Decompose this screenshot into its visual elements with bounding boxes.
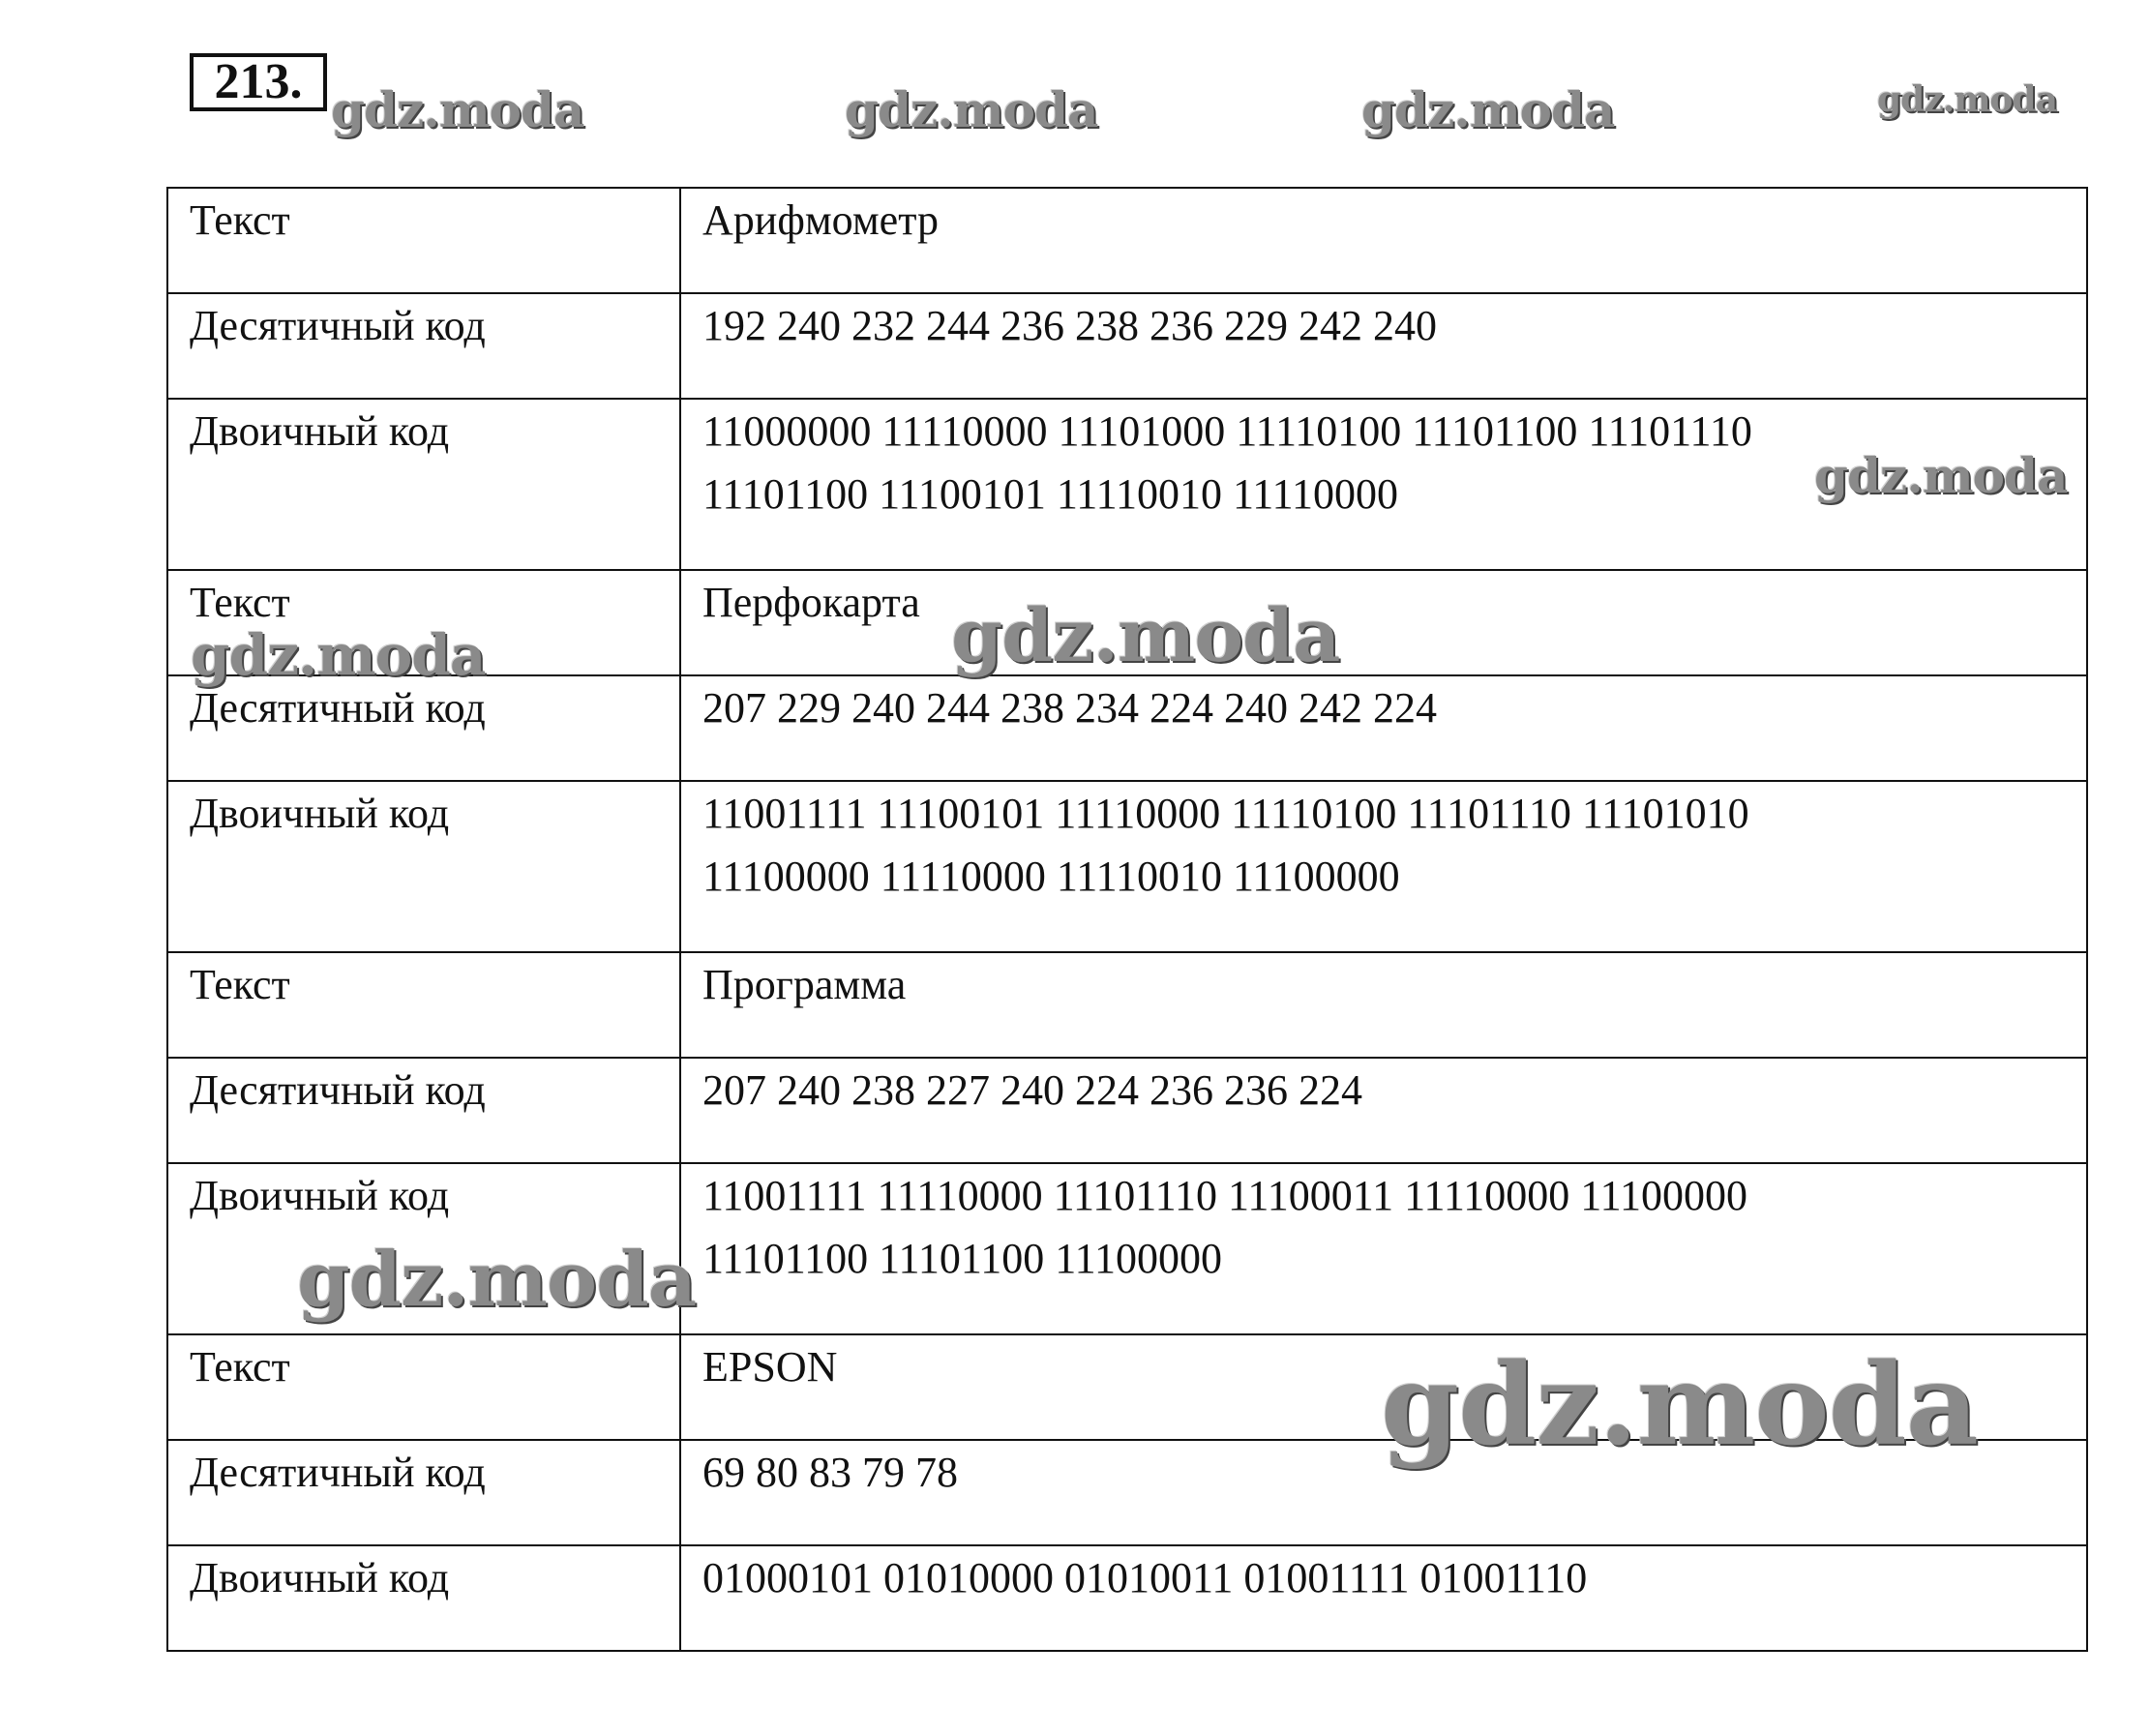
row-value: 69 80 83 79 78 bbox=[680, 1440, 2087, 1545]
watermark: gdz.moda bbox=[1361, 81, 1615, 138]
row-value: 192 240 232 244 236 238 236 229 242 240 bbox=[680, 293, 2087, 399]
row-label: Десятичный код bbox=[167, 675, 680, 781]
row-label: Двоичный код bbox=[167, 1545, 680, 1651]
table-row bbox=[167, 952, 2087, 1058]
row-label: Двоичный код bbox=[167, 399, 680, 570]
row-label: Двоичный код bbox=[167, 781, 680, 952]
row-label: Двоичный код bbox=[167, 1163, 680, 1334]
table-row bbox=[167, 781, 2087, 952]
row-label: Текст bbox=[167, 570, 680, 675]
row-value: 207 240 238 227 240 224 236 236 224 bbox=[680, 1058, 2087, 1163]
binary-line-2: 11101100 11100101 11110010 11110000 bbox=[702, 470, 1399, 518]
table-row bbox=[167, 1163, 2087, 1334]
binary-line-1: 11001111 11100101 11110000 11110100 11101110 11101010 bbox=[702, 790, 1749, 837]
encoding-table bbox=[166, 187, 2088, 1652]
row-value bbox=[680, 781, 2087, 952]
table-row bbox=[167, 675, 2087, 781]
row-value: Арифмометр bbox=[680, 188, 2087, 293]
row-value: Программа bbox=[680, 952, 2087, 1058]
row-value: 01000101 01010000 01010011 01001111 01001110 bbox=[680, 1545, 2087, 1651]
watermark: gdz.moda bbox=[191, 622, 486, 688]
binary-line-1: 11000000 11110000 11101000 11110100 11101100 11101110 bbox=[702, 407, 1752, 455]
row-label: Текст bbox=[167, 1334, 680, 1440]
watermark: gdz.moda bbox=[845, 81, 1098, 138]
binary-line-2: 11101100 11101100 11100000 bbox=[702, 1235, 1222, 1282]
table-row bbox=[167, 1058, 2087, 1163]
watermark: gdz.moda bbox=[331, 81, 584, 138]
binary-line-2: 11100000 11110000 11110010 11100000 bbox=[702, 853, 1400, 900]
binary-line-1: 11001111 11110000 11101110 11100011 11110000 11100000 bbox=[702, 1172, 1747, 1219]
row-value: Перфокарта bbox=[680, 570, 2087, 675]
table-row bbox=[167, 399, 2087, 570]
row-value: EPSON bbox=[680, 1334, 2087, 1440]
row-value bbox=[680, 399, 2087, 570]
watermark: gdz.moda bbox=[1877, 79, 2057, 120]
table-row bbox=[167, 188, 2087, 293]
row-label: Десятичный код bbox=[167, 1058, 680, 1163]
watermark: gdz.moda bbox=[951, 592, 1340, 678]
watermark: gdz.moda bbox=[297, 1236, 697, 1324]
row-value bbox=[680, 1163, 2087, 1334]
row-label: Текст bbox=[167, 952, 680, 1058]
table-row bbox=[167, 1440, 2087, 1545]
watermark: gdz.moda bbox=[1814, 447, 2068, 504]
table-row bbox=[167, 1545, 2087, 1651]
table-row bbox=[167, 1334, 2087, 1440]
row-value: 207 229 240 244 238 234 224 240 242 224 bbox=[680, 675, 2087, 781]
row-label: Десятичный код bbox=[167, 1440, 680, 1545]
task-number: 213. bbox=[190, 53, 327, 111]
row-label: Текст bbox=[167, 188, 680, 293]
watermark: gdz.moda bbox=[1381, 1339, 1978, 1471]
table-row bbox=[167, 293, 2087, 399]
row-label: Десятичный код bbox=[167, 293, 680, 399]
table-row bbox=[167, 570, 2087, 675]
